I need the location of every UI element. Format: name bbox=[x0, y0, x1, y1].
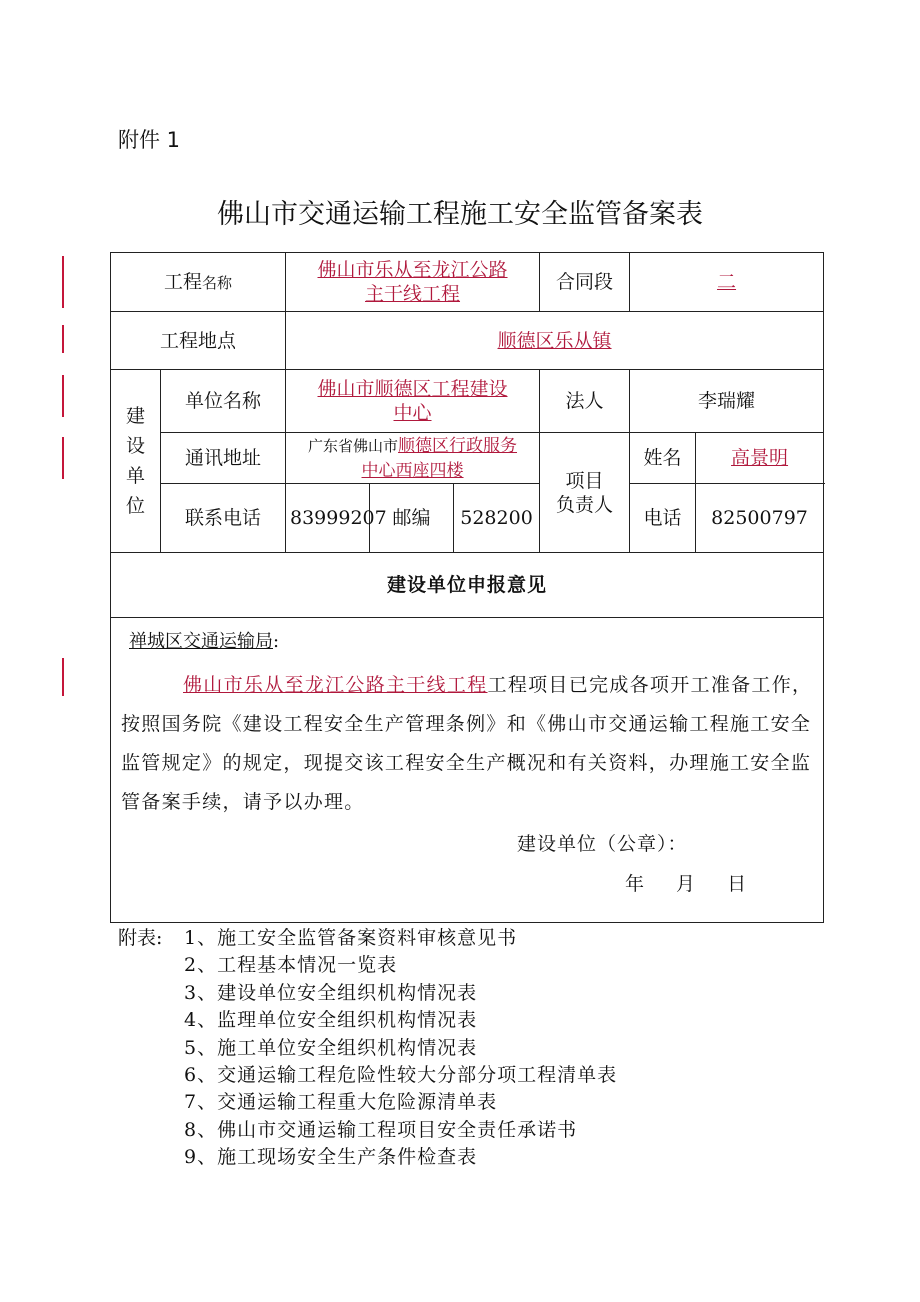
postcode-value: 528200 bbox=[454, 484, 540, 553]
opinion-body-cell bbox=[111, 618, 824, 923]
appendix-item: 7、交通运输工程重大危险源清单表 bbox=[184, 1091, 498, 1114]
appendix-item: 5、施工单位安全组织机构情况表 bbox=[184, 1036, 478, 1059]
appendix-item: 8、佛山市交通运输工程项目安全责任承诺书 bbox=[184, 1118, 578, 1141]
opinion-body-text: 工程项目已完成各项开工准备工作，按照国务院《建设工程安全生产管理条例》和《佛山市交通运输工程施工安全监管规定》的规定，现提交该工程安全生产概况和有关资料，办理施工安全监管备案手续，请予以办理。 bbox=[121, 674, 813, 813]
manager-phone-label: 电话 bbox=[630, 484, 696, 553]
appendix-item: 2、工程基本情况一览表 bbox=[184, 954, 398, 977]
legal-person-label: 法人 bbox=[540, 370, 630, 433]
appendix-item: 9、施工现场安全生产条件检查表 bbox=[184, 1146, 478, 1169]
manager-name-value: 高景明 bbox=[696, 433, 824, 484]
address-value: 广东省佛山市顺德区行政服务 中心西座四楼 bbox=[286, 433, 540, 484]
project-manager-label: 项目 负责人 bbox=[540, 433, 630, 553]
address-label: 通讯地址 bbox=[161, 433, 286, 484]
project-name-label: 工程名称 bbox=[111, 253, 286, 312]
project-name-value: 佛山市乐从至龙江公路 主干线工程 bbox=[286, 253, 540, 312]
project-location-value: 顺德区乐从镇 bbox=[286, 312, 824, 370]
margin-mark bbox=[62, 658, 64, 696]
attachment-label: 附件 1 bbox=[118, 128, 181, 152]
phone-value: 83999207 bbox=[286, 484, 370, 553]
unit-name-value: 佛山市顺德区工程建设 中心 bbox=[286, 370, 540, 433]
manager-name-label: 姓名 bbox=[630, 433, 696, 484]
contract-section-label: 合同段 bbox=[540, 253, 630, 312]
builder-group-label: 建 设 单 位 bbox=[111, 370, 161, 553]
manager-phone-value: 82500797 bbox=[696, 484, 824, 553]
opinion-paragraph bbox=[121, 666, 821, 822]
unit-name-label: 单位名称 bbox=[161, 370, 286, 433]
postcode-label: 邮编 bbox=[370, 484, 454, 553]
page-title: 佛山市交通运输工程施工安全监管备案表 bbox=[217, 199, 703, 230]
contract-section-value: 二 bbox=[630, 253, 824, 312]
appendix-item: 1、施工安全监管备案资料审核意见书 bbox=[184, 927, 518, 949]
appendix-item: 6、交通运输工程危险性较大分部分项工程清单表 bbox=[184, 1064, 618, 1087]
appendix-list bbox=[118, 925, 617, 1172]
signature-line: 建设单位（公章）： bbox=[517, 833, 688, 855]
margin-mark bbox=[62, 325, 64, 353]
opinion-addressee: 禅城区交通运输局: bbox=[129, 631, 280, 652]
date-line: 年 月 日 bbox=[625, 873, 747, 895]
filing-form-table bbox=[110, 252, 824, 923]
appendix-item: 4、监理单位安全组织机构情况表 bbox=[184, 1009, 478, 1032]
margin-mark bbox=[62, 437, 64, 479]
opinion-project-name: 佛山市乐从至龙江公路主干线工程 bbox=[183, 674, 488, 696]
appendix-item: 3、建设单位安全组织机构情况表 bbox=[184, 981, 478, 1004]
legal-person-value: 李瑞耀 bbox=[630, 370, 824, 433]
margin-mark bbox=[62, 256, 64, 308]
project-location-label: 工程地点 bbox=[111, 312, 286, 370]
opinion-section-title: 建设单位申报意见 bbox=[111, 553, 824, 618]
phone-label: 联系电话 bbox=[161, 484, 286, 553]
appendix-label: 附表: bbox=[118, 927, 163, 949]
margin-mark bbox=[62, 375, 64, 417]
